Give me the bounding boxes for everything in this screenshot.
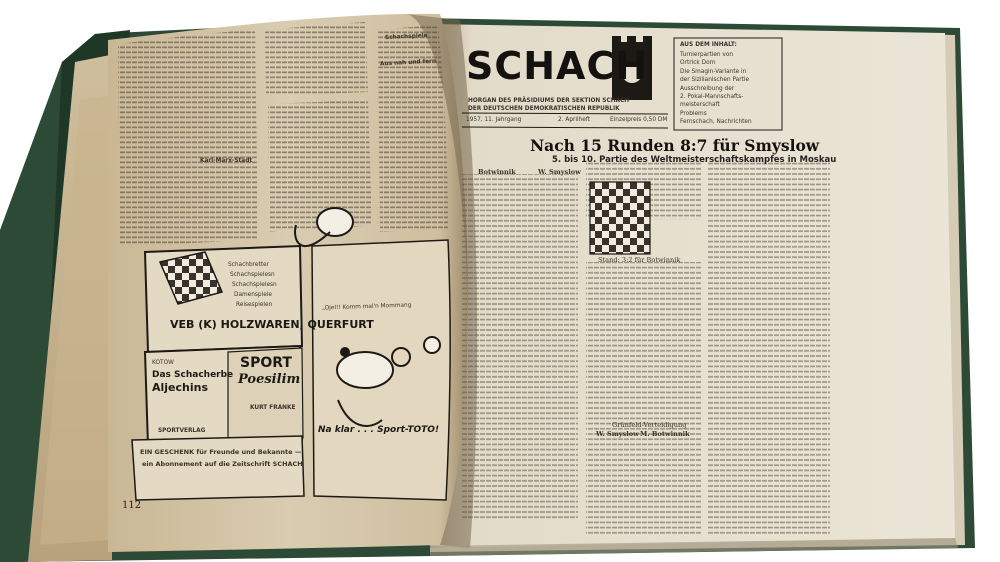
inhalt-item: der Sizilianischen Partie xyxy=(680,77,750,83)
article-subhead: 5. bis 10. Partie des Weltmeisterschaftskampfes in Moskau xyxy=(552,155,837,165)
masthead-subtitle-2: DER DEUTSCHEN DEMOKRATISCHEN REPUBLIK xyxy=(468,106,620,112)
issue-year: 1957, 11. Jahrgang xyxy=(466,117,522,123)
inhalt-item: Problems xyxy=(680,111,707,117)
gift-line-1: EIN GESCHENK für Freunde und Bekannte — xyxy=(140,448,302,456)
game2-opening: Grünfeld-Verteidigung xyxy=(612,421,687,429)
ad-company: VEB (K) HOLZWAREN, QUERFURT xyxy=(170,318,374,331)
gift-line-2: ein Abonnement auf die Zeitschrift SCHACH xyxy=(142,460,303,468)
aus-nah-und-fern: Aus nah und fern xyxy=(379,58,437,68)
game2-black: M. Botwinnik xyxy=(640,430,690,438)
ad-line: Schachspielesn xyxy=(232,282,277,288)
ad-line: Reisespielen xyxy=(236,302,273,308)
kotow-label: KOTOW xyxy=(152,360,174,366)
chess-diagram xyxy=(590,182,650,254)
ad-line: Schachbretter xyxy=(228,262,269,268)
book-title-2: Aljechins xyxy=(152,381,209,394)
inhalt-item: meisterschaft xyxy=(680,102,720,108)
column-header: Schachspiele xyxy=(384,32,428,42)
game1-black: W. Smyslow xyxy=(538,168,581,176)
game1-white: Botwinnik xyxy=(478,168,516,176)
issue-date: 2. Aprilheft xyxy=(558,117,591,123)
inhalt-item: Ausschreibung der xyxy=(680,86,735,92)
publisher: SPORTVERLAG xyxy=(158,428,206,434)
game2-white: W. Smyslow xyxy=(596,430,639,438)
karl-marx-stadt: Karl-Marx-Stadt xyxy=(200,158,253,164)
inhalt-title: AUS DEM INHALT: xyxy=(680,42,737,48)
book-title-1: Das Schacherbe xyxy=(152,370,234,380)
inhalt-item: Ortrick Dorn xyxy=(680,60,716,66)
ad-line: Schachspielesn xyxy=(230,272,275,278)
masthead-subtitle-1: HORGAN DES PRÄSIDIUMS DER SEKTION SCHACH xyxy=(468,98,630,104)
issue-price: Einzelpreis 0,50 DM xyxy=(610,117,668,123)
sport-ad-word: Poesilim xyxy=(238,372,301,387)
masthead-title: SCHACH xyxy=(466,44,649,88)
inhalt-item: Turnierpartien von xyxy=(680,52,734,58)
ad-line: Damenspiele xyxy=(234,292,272,298)
game-stand: Stand: 3:2 für Botwinnik xyxy=(598,256,681,264)
inhalt-item: Die Smagin-Variante in xyxy=(680,69,747,75)
article-headline: Nach 15 Runden 8:7 für Smyslow xyxy=(530,136,820,155)
kurt-franke: KURT FRANKE xyxy=(250,405,296,411)
sport-ad-title: SPORT xyxy=(240,355,292,371)
page-number: 112 xyxy=(122,500,142,511)
cartoon-speech: „Ojel!! Komm mal'n Mommang xyxy=(321,302,412,312)
inhalt-item: Fernschach, Nachrichten xyxy=(680,119,752,125)
inhalt-item: 2. Pokal-Mannschafts- xyxy=(680,94,744,100)
sport-toto: Na klar . . . Sport-TOTO! xyxy=(318,425,440,435)
